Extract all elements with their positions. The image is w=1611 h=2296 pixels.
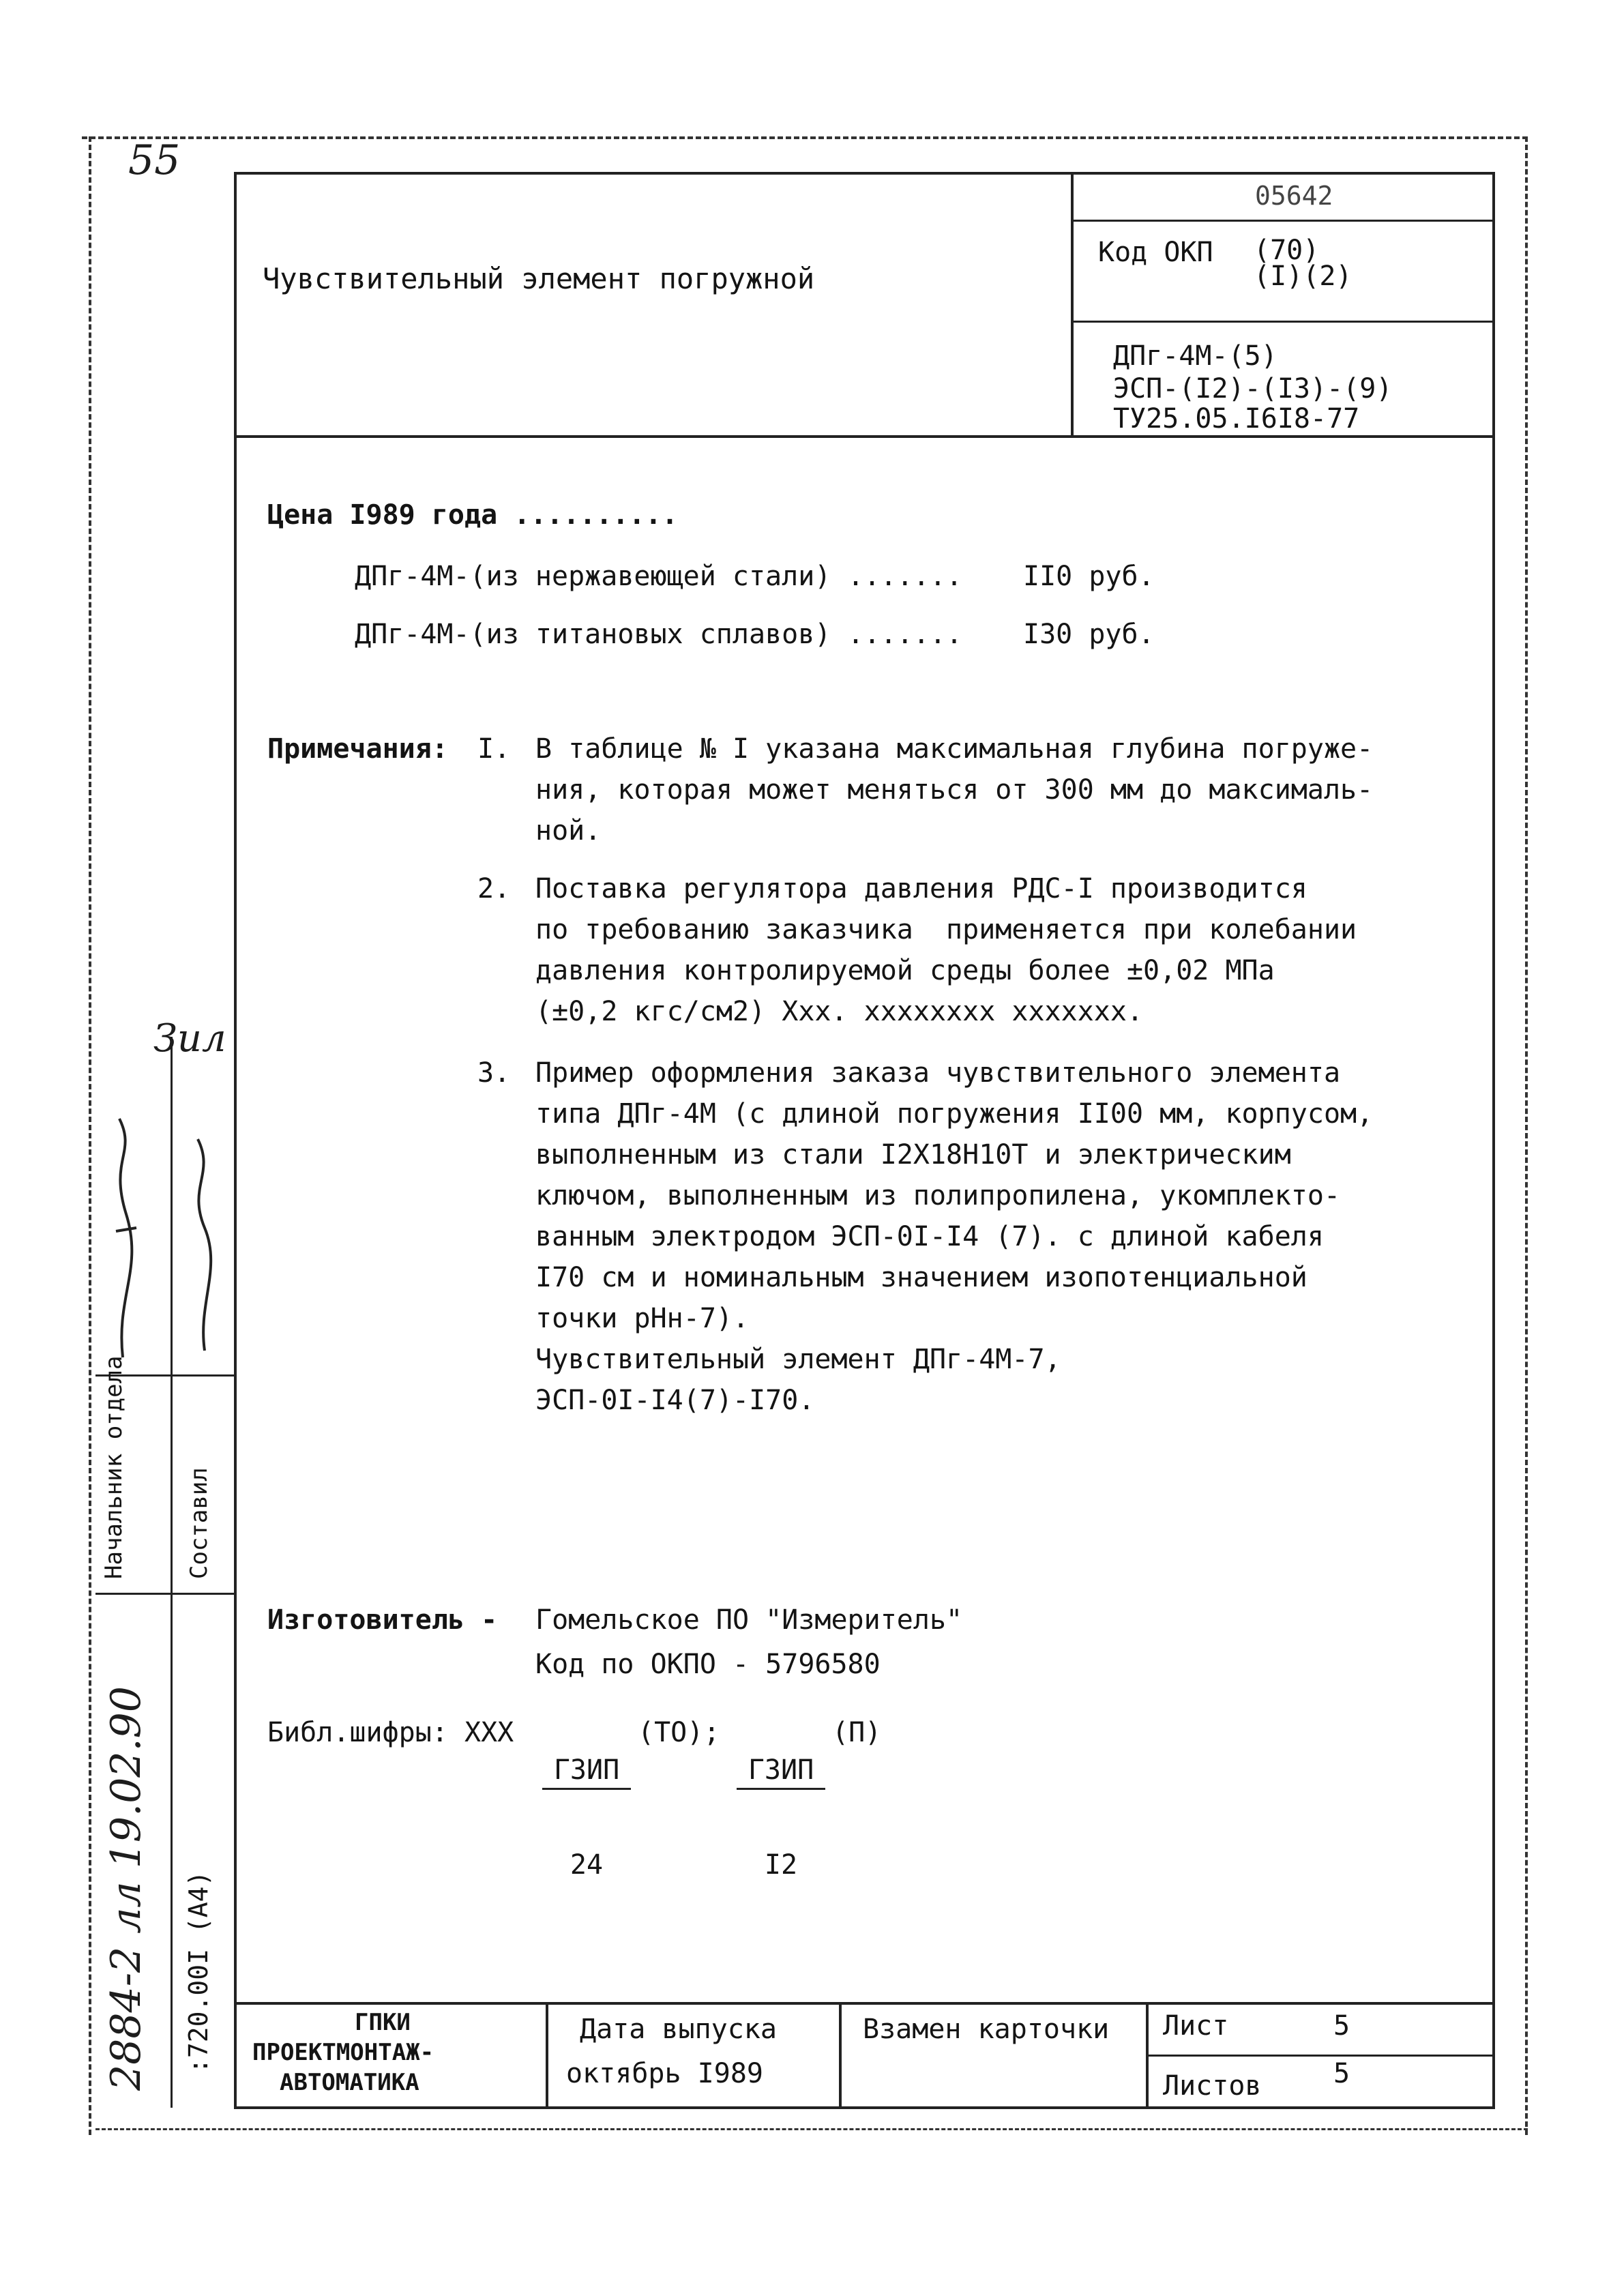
org-line-2: ПРОЕКТМОНТАЖ- [252,2039,434,2066]
note-2-line-3: давления контролируемой среды более ±0,02 МПа [535,955,1275,986]
price-item-1-value: II0 руб. [1023,561,1155,592]
library-code-2-numerator: ГЗИП [737,1756,825,1790]
frame-top [82,136,1528,139]
note-3-line-1: Пример оформления заказа чувствительного элемента [535,1057,1341,1089]
header-divider [1071,172,1074,437]
price-item-2-name: ДПг-4М-(из титановых сплавов) ....... [355,619,963,650]
note-3-line-5: ванным электродом ЭСП-0I-I4 (7). с длиной кабеля [535,1221,1324,1252]
note-2-number: 2. [477,873,511,904]
issue-date-label: Дата выпуска [580,2014,777,2045]
sidebar-handwritten-entry: 2884-2 лл 19.02.90 [102,1686,150,2091]
note-3-line-3: выполненным из стали I2Х18Н10Т и электрическим [535,1139,1291,1171]
sheets-value: 5 [1333,2058,1350,2089]
margin-page-number: 55 [128,136,181,184]
footer-col-divider-2 [839,2002,842,2108]
library-code-2 [737,1702,825,1906]
note-3-line-4: ключом, выполненным из полипропилена, укомплекто- [535,1180,1341,1211]
note-3-line-7: точки pHн-7). [535,1303,750,1334]
manufacturer-okpo: Код по ОКПО - 5796580 [535,1649,881,1680]
library-code-2-denominator: I2 [764,1849,798,1881]
note-1-line-3: ной. [535,815,602,847]
note-1-number: I. [477,733,511,765]
note-3-number: 3. [477,1057,511,1089]
sheet-label: Лист [1163,2010,1229,2042]
note-2-line-4: (±0,2 кгс/см2) Ххх. хххххххх ххххххх. [535,996,1144,1027]
price-item-2-value: I30 руб. [1023,619,1155,650]
manufacturer-name: Гомельское ПО "Измеритель" [535,1604,963,1636]
sidebar-handwritten-mark: Зил [153,1016,226,1061]
card-top-border [234,172,1495,175]
sheets-label: Листов [1163,2070,1262,2102]
replaces-card-label: Взамен карточки [863,2014,1110,2045]
header-row-1-border [1072,220,1495,222]
okp-code-1: (70) [1254,235,1320,266]
note-2-line-1: Поставка регулятора давления РДС-I производится [535,873,1307,904]
price-item-1-name: ДПг-4М-(из нержавеющей стали) ....... [355,561,963,592]
frame-left [89,136,91,2135]
library-code-1-numerator: ГЗИП [542,1756,631,1790]
library-label: Библ.шифры: ХХХ [267,1717,514,1748]
library-code-1-denominator: 24 [570,1849,604,1881]
note-3-line-6: I70 см и номинальным значением изопотенциальной [535,1262,1307,1293]
frame-right [1525,136,1528,2135]
footer-top-border [234,2002,1495,2005]
doc-number: 05642 [1255,181,1333,211]
sidebar-row-border-2 [95,1593,235,1595]
sidebar-stamp-code: :720.00I (А4) [183,1870,213,2074]
note-1-line-1: В таблице № I указана максимальная глубина погруже- [535,733,1374,765]
designation-2: ЭСП-(I2)-(I3)-(9) [1113,373,1393,404]
okp-code-2: (I)(2) [1254,261,1353,292]
org-line-1: ГПКИ [355,2009,411,2036]
card-right-border [1492,172,1495,2109]
footer-bottom-border [234,2106,1495,2109]
frame-bottom [95,2128,1528,2130]
sidebar-head-of-department: Начальник отдела [100,1355,128,1579]
note-1-line-2: ния, которая может меняться от 300 мм до максималь- [535,774,1374,806]
library-code-2-suffix: (П) [832,1717,882,1748]
signature-strokes [95,1091,232,1364]
designation-3: ТУ25.05.I6I8-77 [1113,403,1360,435]
card-title: Чувствительный элемент погружной [263,262,815,295]
price-heading: Цена I989 года .......... [267,499,679,531]
issue-date-value: октябрь I989 [566,2058,763,2089]
manufacturer-label: Изготовитель - [267,1604,498,1636]
sidebar-compiler: Составил [186,1467,213,1579]
header-bottom-border [234,435,1495,438]
header-row-2-border [1072,321,1495,323]
library-code-1-suffix: (ТО); [638,1717,720,1748]
note-3-line-9: ЭСП-0I-I4(7)-I70. [535,1385,815,1416]
note-2-line-2: по требованию заказчика применяется при колебании [535,914,1357,945]
footer-sheet-divider [1147,2055,1495,2057]
library-code-1 [542,1702,631,1906]
designation-1: ДПг-4М-(5) [1113,340,1277,372]
org-line-3: АВТОМАТИКА [280,2069,419,2096]
note-3-line-8: Чувствительный элемент ДПг-4М-7, [535,1344,1061,1375]
note-3-line-2: типа ДПг-4М (с длиной погружения II00 мм, корпусом, [535,1098,1374,1130]
footer-col-divider-1 [546,2002,548,2108]
notes-label: Примечания: [267,733,448,765]
okp-label: Код ОКП [1098,237,1213,268]
sheet-value: 5 [1333,2010,1350,2042]
card-left-border [234,172,237,2109]
